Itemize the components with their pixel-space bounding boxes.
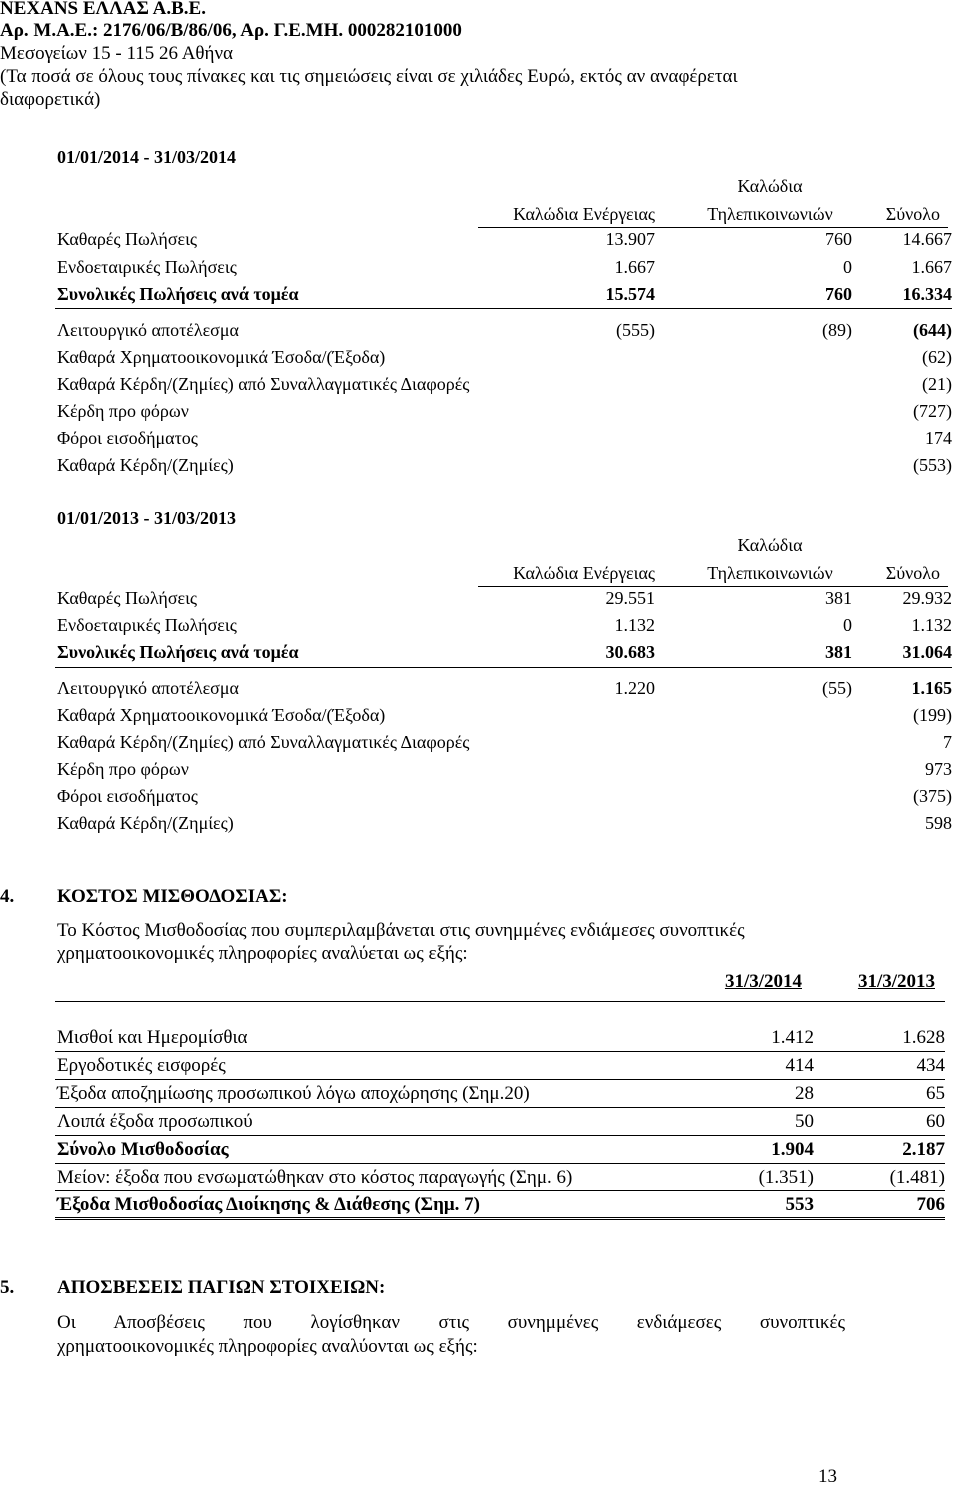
payroll-row-2014: 414 xyxy=(785,1055,814,1076)
payroll-row-rule xyxy=(55,1107,945,1108)
payroll-heading-number: 4. xyxy=(0,886,15,907)
header-rule xyxy=(478,586,948,587)
payroll-row-label: Λοιπά έξοδα προσωπικού xyxy=(57,1111,253,1132)
row-label: Καθαρά Χρηματοοικονομικά Έσοδα/(Έξοδα) xyxy=(57,347,386,367)
amounts-note-line1: (Τα ποσά σε όλους τους πίνακες και τις σημειώσεις είναι σε χιλιάδες Ευρώ, εκτός αν αναφέρεται xyxy=(0,66,738,87)
depreciation-heading-number: 5. xyxy=(0,1277,15,1298)
col-telecom-header-1: Καλώδια xyxy=(737,535,803,555)
row-total-value: 1.132 xyxy=(911,615,952,635)
payroll-row-2013: 434 xyxy=(916,1055,945,1076)
row-telecom-value: (55) xyxy=(822,678,852,698)
row-total-value: (727) xyxy=(913,401,952,421)
col-telecom-header-1: Καλώδια xyxy=(737,176,803,196)
col-2014-header: 31/3/2014 xyxy=(724,971,802,992)
row-total-value: 1.667 xyxy=(911,257,952,277)
row-label: Ενδοεταιρικές Πωλήσεις xyxy=(57,615,237,635)
row-label: Καθαρά Κέρδη/(Ζημίες) από Συναλλαγματικές Διαφορές xyxy=(57,732,470,752)
row-total-value: (199) xyxy=(913,705,952,725)
row-label: Κέρδη προ φόρων xyxy=(57,759,189,779)
payroll-row-2014: 1.904 xyxy=(771,1139,814,1160)
row-telecom-value: 381 xyxy=(825,642,852,662)
payroll-heading: ΚΟΣΤΟΣ ΜΙΣΘΟΔΟΣΙΑΣ: xyxy=(57,886,288,907)
row-label: Καθαρές Πωλήσεις xyxy=(57,588,198,608)
row-label: Καθαρές Πωλήσεις xyxy=(57,229,198,249)
row-label: Φόροι εισοδήματος xyxy=(57,786,198,806)
payroll-row-rule xyxy=(55,1163,945,1164)
payroll-row-2014: 28 xyxy=(795,1083,814,1104)
row-energy-value: 29.551 xyxy=(605,588,655,608)
payroll-row-2013: (1.481) xyxy=(889,1167,945,1188)
depreciation-heading: ΑΠΟΣΒΕΣΕΙΣ ΠΑΓΙΩΝ ΣΤΟΙΧΕΙΩΝ: xyxy=(57,1277,386,1298)
row-total-value: (375) xyxy=(913,786,952,806)
row-energy-value: 30.683 xyxy=(605,642,655,662)
row-label: Λειτουργικό αποτέλεσμα xyxy=(57,320,239,340)
depreciation-intro-line2: χρηματοοικονομικές πληροφορίες αναλύονται ως εξής: xyxy=(57,1336,478,1357)
payroll-row-label: Έξοδα αποζημίωσης προσωπικού λόγω αποχώρησης (Σημ.20) xyxy=(57,1083,530,1104)
row-total-value: 31.064 xyxy=(902,642,952,662)
row-label: Λειτουργικό αποτέλεσμα xyxy=(57,678,239,698)
payroll-row-2013: 65 xyxy=(926,1083,945,1104)
col-total-header: Σύνολο xyxy=(885,204,940,224)
row-energy-value: 13.907 xyxy=(605,229,655,249)
payroll-row-2014: 50 xyxy=(795,1111,814,1132)
row-label: Καθαρά Κέρδη/(Ζημίες) από Συναλλαγματικές Διαφορές xyxy=(57,374,470,394)
subtotal-rule xyxy=(55,667,952,668)
col-2013-header: 31/3/2013 xyxy=(857,971,935,992)
row-energy-value: 1.132 xyxy=(614,615,655,635)
row-total-value: (644) xyxy=(913,320,952,340)
payroll-total-double-rule xyxy=(55,1217,945,1220)
payroll-row-2014: 1.412 xyxy=(771,1027,814,1048)
row-energy-value: 15.574 xyxy=(605,284,655,304)
row-total-value: 973 xyxy=(925,759,952,779)
payroll-row-label: Εργοδοτικές εισφορές xyxy=(57,1055,226,1076)
payroll-row-2013: 60 xyxy=(926,1111,945,1132)
payroll-top-rule xyxy=(55,1001,945,1002)
row-total-value: 174 xyxy=(925,428,952,448)
payroll-row-rule xyxy=(55,1079,945,1080)
company-address: Μεσογείων 15 - 115 26 Αθήνα xyxy=(0,43,234,64)
row-total-value: 1.165 xyxy=(911,678,952,698)
col-energy-header: Καλώδια Ενέργειας xyxy=(513,563,655,583)
row-label: Καθαρά Χρηματοοικονομικά Έσοδα/(Έξοδα) xyxy=(57,705,386,725)
row-telecom-value: 760 xyxy=(825,229,852,249)
payroll-row-rule xyxy=(55,1051,945,1052)
payroll-row-2013: 1.628 xyxy=(902,1027,945,1048)
payroll-row-2013: 706 xyxy=(916,1194,945,1215)
row-total-value: 14.667 xyxy=(902,229,952,249)
payroll-row-2013: 2.187 xyxy=(902,1139,945,1160)
payroll-row-label: Έξοδα Μισθοδοσίας Διοίκησης & Διάθεσης (Σημ. 7) xyxy=(57,1194,480,1215)
row-total-value: (21) xyxy=(922,374,952,394)
row-energy-value: 1.220 xyxy=(614,678,655,698)
period-2013: 01/01/2013 - 31/03/2013 xyxy=(57,508,236,528)
row-total-value: (62) xyxy=(922,347,952,367)
company-registration: Αρ. Μ.Α.Ε.: 2176/06/Β/86/06, Αρ. Γ.Ε.ΜΗ. 000282101000 xyxy=(0,20,462,41)
payroll-intro-line1: Το Κόστος Μισθοδοσίας που συμπεριλαμβάνεται στις συνημμένες ενδιάμεσες συνοπτικές xyxy=(57,920,745,941)
row-label: Καθαρά Κέρδη/(Ζημίες) xyxy=(57,813,234,833)
row-label: Καθαρά Κέρδη/(Ζημίες) xyxy=(57,455,234,475)
payroll-row-2014: (1.351) xyxy=(758,1167,814,1188)
row-total-value: 16.334 xyxy=(902,284,952,304)
row-telecom-value: 0 xyxy=(843,257,852,277)
col-total-header: Σύνολο xyxy=(885,563,940,583)
row-energy-value: 1.667 xyxy=(614,257,655,277)
payroll-row-label: Μισθοί και Ημερομίσθια xyxy=(57,1027,248,1048)
company-name: NEXANS ΕΛΛΑΣ Α.Β.Ε. xyxy=(0,0,206,19)
row-label: Συνολικές Πωλήσεις ανά τομέα xyxy=(57,642,299,662)
row-label: Φόροι εισοδήματος xyxy=(57,428,198,448)
row-total-value: 7 xyxy=(943,732,952,752)
row-telecom-value: 381 xyxy=(825,588,852,608)
period-2014: 01/01/2014 - 31/03/2014 xyxy=(57,147,236,167)
row-total-value: 598 xyxy=(925,813,952,833)
row-label: Ενδοεταιρικές Πωλήσεις xyxy=(57,257,237,277)
header-rule xyxy=(478,227,948,228)
row-telecom-value: (89) xyxy=(822,320,852,340)
row-telecom-value: 760 xyxy=(825,284,852,304)
payroll-row-rule xyxy=(55,1190,945,1191)
row-label: Συνολικές Πωλήσεις ανά τομέα xyxy=(57,284,299,304)
row-telecom-value: 0 xyxy=(843,615,852,635)
payroll-row-rule xyxy=(55,1135,945,1136)
subtotal-rule xyxy=(55,308,952,309)
payroll-intro-line2: χρηματοοικονομικές πληροφορίες αναλύεται ως εξής: xyxy=(57,943,468,964)
payroll-row-label: Σύνολο Μισθοδοσίας xyxy=(57,1139,229,1160)
row-total-value: (553) xyxy=(913,455,952,475)
payroll-row-label: Μείον: έξοδα που ενσωματώθηκαν στο κόστος παραγωγής (Σημ. 6) xyxy=(57,1167,573,1188)
row-label: Κέρδη προ φόρων xyxy=(57,401,189,421)
depreciation-intro-line1: Οι Αποσβέσεις που λογίσθηκαν στις συνημμένες ενδιάμεσες συνοπτικές xyxy=(57,1312,845,1333)
row-energy-value: (555) xyxy=(616,320,655,340)
col-telecom-header-2: Τηλεπικοινωνιών xyxy=(707,204,833,224)
page-number: 13 xyxy=(818,1466,837,1487)
col-energy-header: Καλώδια Ενέργειας xyxy=(513,204,655,224)
amounts-note-line2: διαφορετικά) xyxy=(0,89,101,110)
row-total-value: 29.932 xyxy=(902,588,952,608)
payroll-row-2014: 553 xyxy=(785,1194,814,1215)
col-telecom-header-2: Τηλεπικοινωνιών xyxy=(707,563,833,583)
